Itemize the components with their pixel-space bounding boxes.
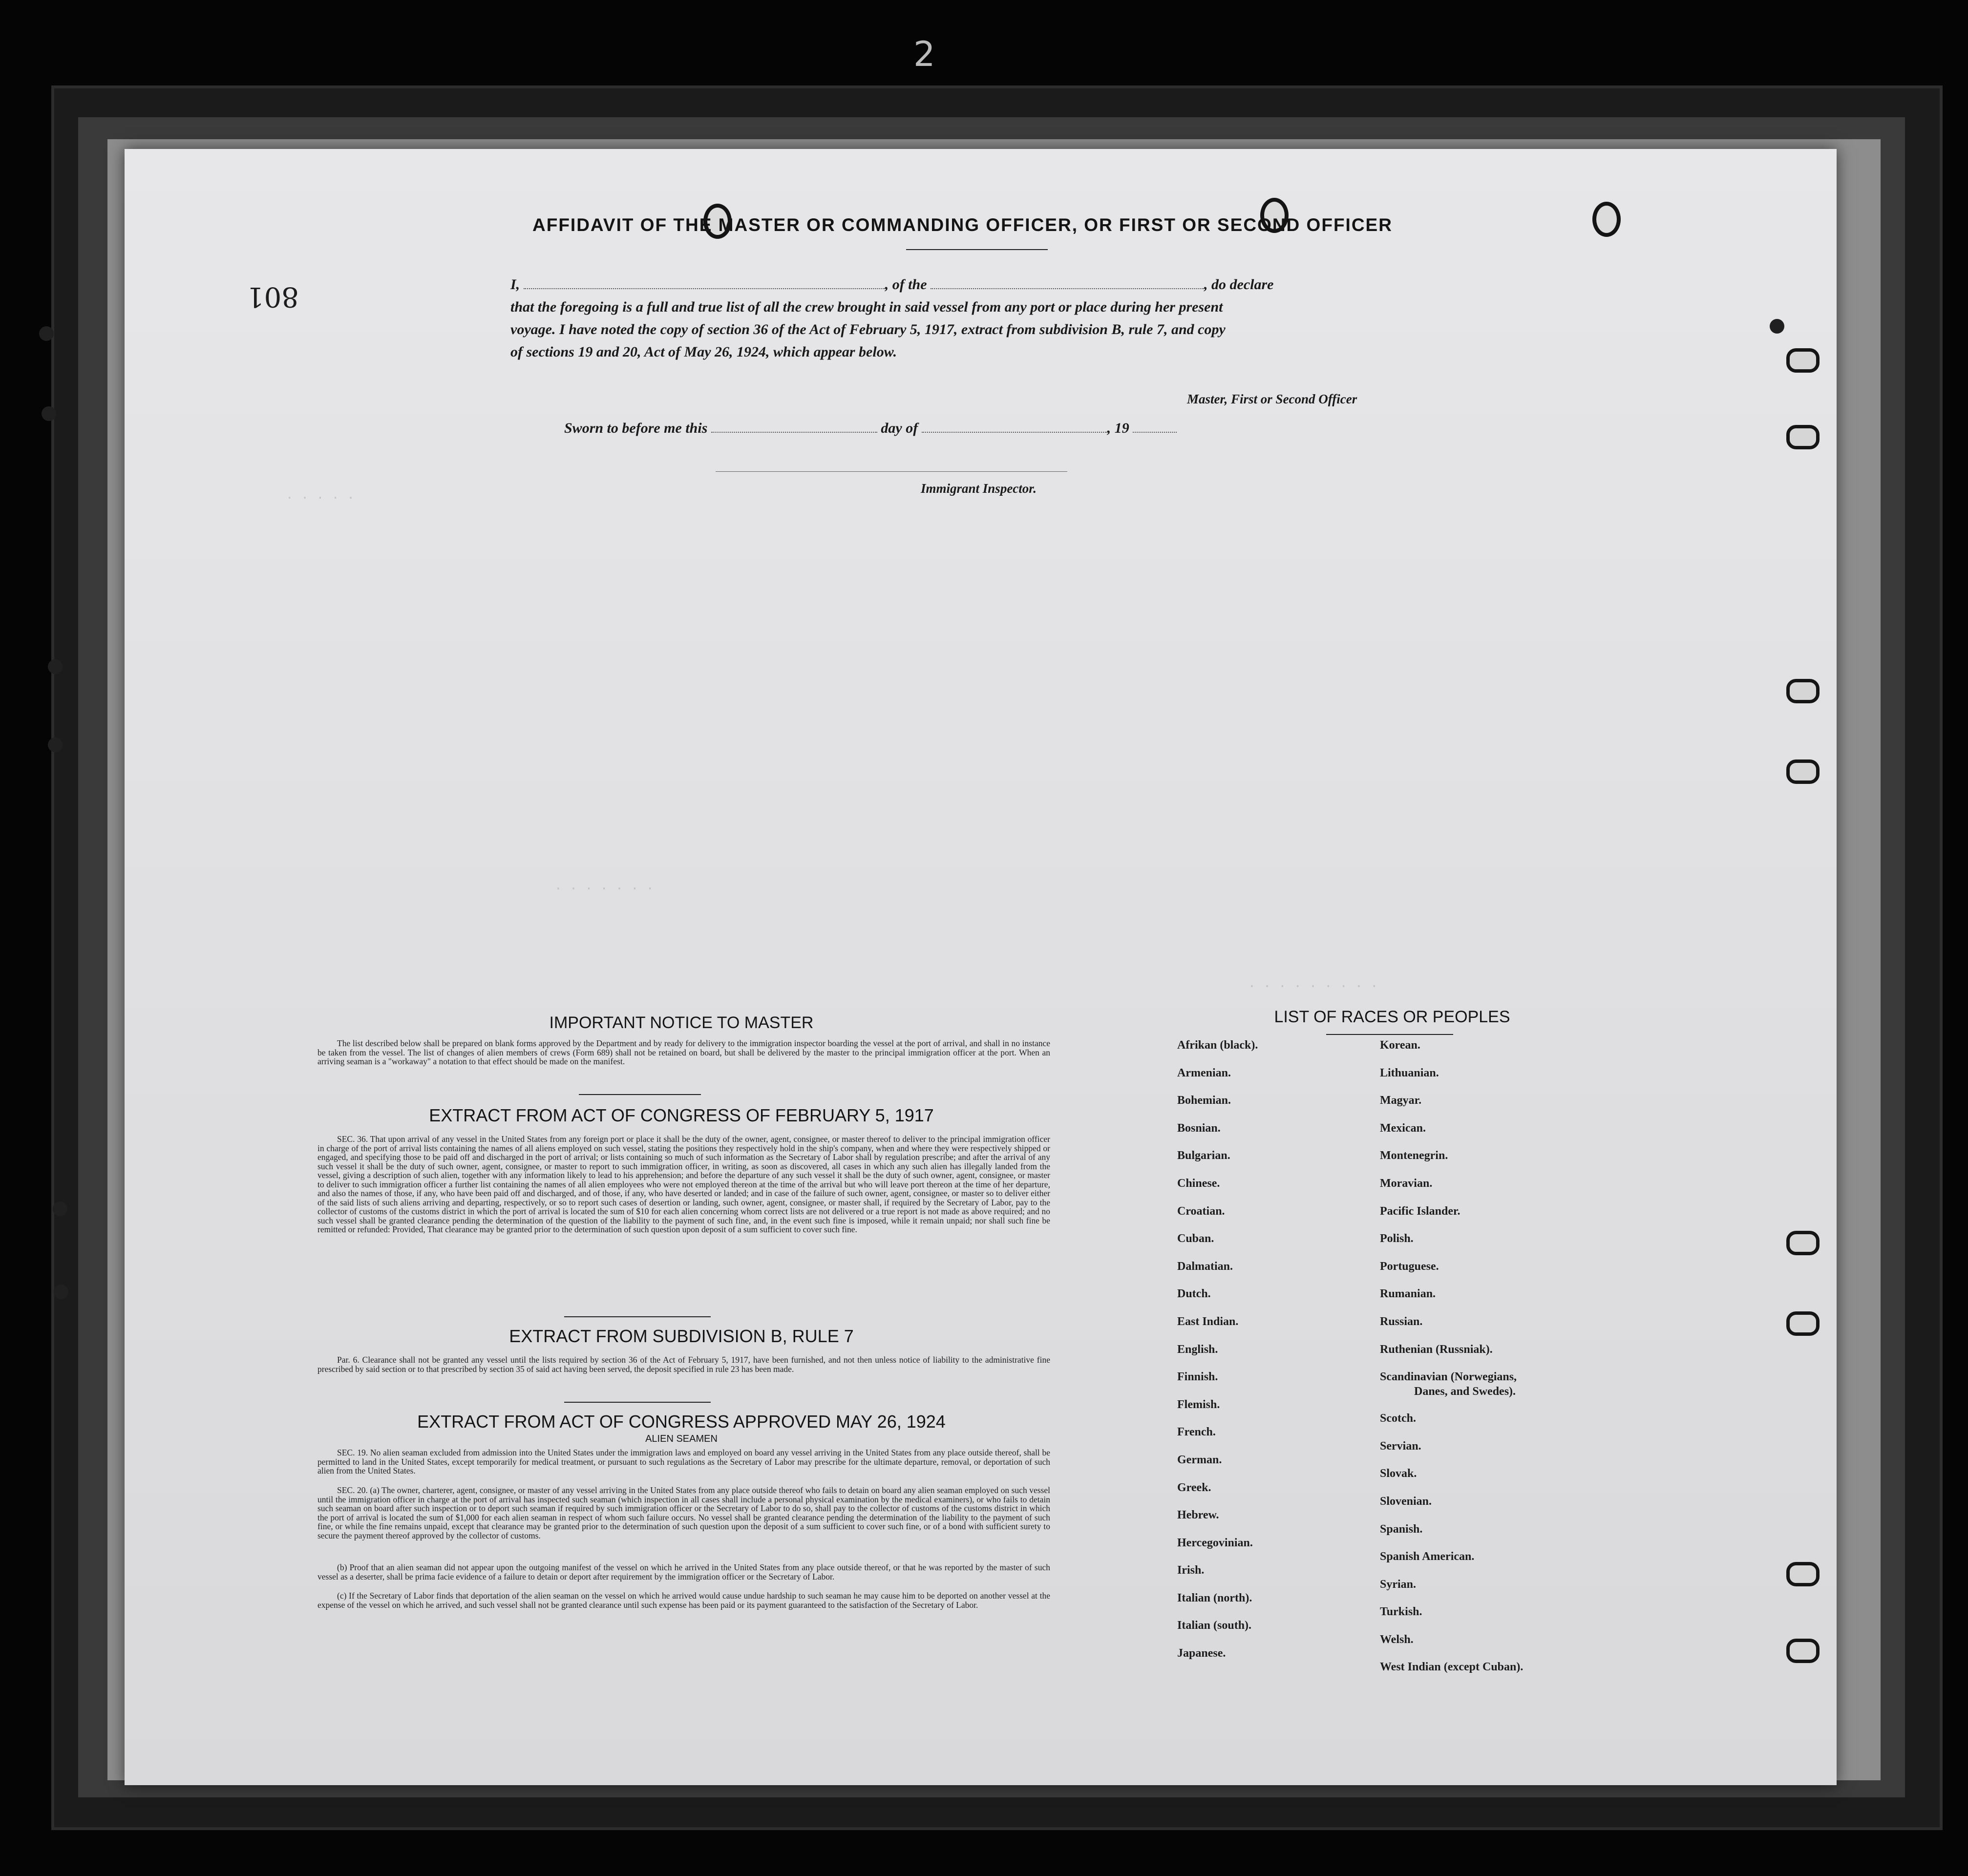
declaration-line-4: of sections 19 and 20, Act of May 26, 1924, which appear below. bbox=[510, 344, 897, 360]
race-item: Cuban. bbox=[1177, 1232, 1214, 1245]
title-underline bbox=[906, 249, 1048, 250]
race-item: Spanish American. bbox=[1380, 1550, 1475, 1563]
race-item: Afrikan (black). bbox=[1177, 1039, 1258, 1052]
binder-hole bbox=[42, 406, 56, 421]
rule-7-text: Par. 6. Clearance shall not be granted any vessel until the lists required by section 36 of the Act of February 5, 1917, have been furnished, and not then unless notice of liability to the administrative fine prescribed by said section or to that prescribed by section 35 of said act having been served, the deposit specified in rule 23 has been made. bbox=[317, 1355, 1050, 1374]
declaration-line-1: I, , of the , do declare bbox=[510, 276, 1274, 293]
race-item: Armenian. bbox=[1177, 1066, 1231, 1079]
act-1924-subtitle: ALIEN SEAMEN bbox=[645, 1433, 718, 1444]
races-right-column bbox=[1380, 1038, 1634, 1687]
race-item: Scotch. bbox=[1380, 1412, 1416, 1425]
master-signature-label: Master, First or Second Officer bbox=[1187, 392, 1357, 406]
binder-clip bbox=[1786, 425, 1820, 449]
race-item: Spanish. bbox=[1380, 1522, 1423, 1536]
declaration-line-3: voyage. I have noted the copy of section 36 of the Act of February 5, 1917, extract from subdivision B, rule 7, and copy bbox=[510, 321, 1226, 337]
act-1924-sec19: SEC. 19. No alien seaman excluded from admission into the United States under the immigration laws and employed on board any vessel arriving in the United States from any place outside thereof, shall be permitted to land in the United States, except temporarily for medical treatment, or pursuant to such regulations as the Secretary of Labor may prescribe for the ultimate departure, removal, or deportation of such alien from the United States. bbox=[317, 1448, 1050, 1476]
binder-clip bbox=[1786, 1311, 1820, 1336]
race-item: Polish. bbox=[1380, 1232, 1414, 1245]
inspector-signature-line bbox=[716, 471, 1067, 472]
race-item: Bosnian. bbox=[1177, 1121, 1221, 1135]
race-item: Korean. bbox=[1380, 1039, 1420, 1052]
race-item: Flemish. bbox=[1177, 1398, 1220, 1411]
divider bbox=[579, 1094, 701, 1095]
race-item: Servian. bbox=[1380, 1439, 1421, 1453]
race-item: Montenegrin. bbox=[1380, 1149, 1448, 1162]
race-item-line: Danes, and Swedes). bbox=[1414, 1385, 1516, 1398]
race-item: Pacific Islander. bbox=[1380, 1204, 1460, 1218]
manifest-page bbox=[125, 149, 1837, 1785]
declaration-line-2: that the foregoing is a full and true list of all the crew brought in said vessel from any port or place during her present bbox=[510, 299, 1223, 315]
race-item: Moravian. bbox=[1380, 1177, 1433, 1190]
race-item: Greek. bbox=[1177, 1481, 1211, 1494]
race-item: Bohemian. bbox=[1177, 1094, 1231, 1107]
divider bbox=[564, 1402, 711, 1403]
binder-clip bbox=[1786, 1639, 1820, 1663]
race-item: Portuguese. bbox=[1380, 1260, 1439, 1273]
race-item bbox=[1380, 1370, 1634, 1411]
binder-clip bbox=[1786, 759, 1820, 784]
races-left-column bbox=[1177, 1038, 1363, 1674]
race-item-line: Scandinavian (Norwegians, bbox=[1380, 1370, 1517, 1384]
race-item: Slovak. bbox=[1380, 1467, 1417, 1480]
race-item: Russian. bbox=[1380, 1315, 1423, 1328]
bleedthrough-text: · · · · · · · bbox=[554, 882, 654, 896]
race-item: Syrian. bbox=[1380, 1578, 1417, 1591]
binder-hole bbox=[48, 738, 63, 752]
race-item: Irish. bbox=[1177, 1564, 1205, 1577]
race-item: Hebrew. bbox=[1177, 1509, 1219, 1522]
notice-title: IMPORTANT NOTICE TO MASTER bbox=[549, 1013, 814, 1032]
act-1917-title: EXTRACT FROM ACT OF CONGRESS OF FEBRUARY 5, 1917 bbox=[429, 1105, 934, 1125]
binder-clip bbox=[1786, 1231, 1820, 1255]
race-item: Magyar. bbox=[1380, 1094, 1422, 1107]
race-item: Bulgarian. bbox=[1177, 1149, 1230, 1162]
race-item: French. bbox=[1177, 1426, 1216, 1439]
divider bbox=[564, 1316, 711, 1317]
race-item: English. bbox=[1177, 1343, 1218, 1356]
binder-hole bbox=[54, 1285, 68, 1299]
act-1917-text: SEC. 36. That upon arrival of any vessel in the United States from any foreign port or place it shall be the duty of the owner, agent, consignee, or master thereof to deliver to the principal immigration officer in charge of the port of arrival lists containing the names of all aliens employed on such vessel, stating the positions they respectively hold in the ship's company, when and where they were respectively shipped or engaged, and specifying those to be paid off and discharged in the port of arrival; or lists containing so much of such information as the Secretary of Labor shall by regulation prescribe; and after the arrival of any such vessel it shall be the duty of such owner, agent, consignee, or master to report to such immigration officer, in writing, as soon as discovered, all cases in which any such alien has illegally landed from the vessel, giving a description of such alien, together with any information likely to lead to his apprehension; and before the departure of any such vessel it shall be the duty of such owner, agent, consignee, or master to deliver to such immigration officer a further list containing the names of all alien employees who were not employed thereon at the time of the arrival but who will leave port thereon at the time of her departure, and also the names of those, if any, who have been paid off and discharged, and of those, if any, who have deserted or landed; and in case of the failure of such owner, agent, consignee, or master so to deliver either of the said lists of such aliens arriving and departing, respectively, or so to report such cases of desertion or landing, such owner, agent, consignee, or master shall, if required by the Secretary of Labor, pay to the collector of customs of the customs district in which the port of arrival is located the sum of $10 for each alien concerning whom correct lists are not delivered or a true report is not made as above required; and no such vessel shall be granted clearance pending the determination of the question of the liability to the payment of such fine, and, in the event such fine is imposed, while it remain unpaid; nor shall such fine be remitted or refunded: Provided, That clearance may be granted prior to the determination of such question upon deposit of a sum sufficient to cover such fine. bbox=[317, 1134, 1050, 1234]
sworn-line: Sworn to before me this day of , 19 bbox=[564, 420, 1177, 437]
race-item: Italian (north). bbox=[1177, 1591, 1252, 1604]
race-item: Finnish. bbox=[1177, 1370, 1218, 1384]
act-1924-sec20b: (b) Proof that an alien seaman did not appear upon the outgoing manifest of the vessel on which he arrived in the United States from any place outside thereof, or that he was reported by the master of such vessel as a deserter, shall be prima facie evidence of a failure to detain or deport after requirement by the immigration officer or the Secretary of Labor. bbox=[317, 1562, 1050, 1581]
bleedthrough-text: · · · · · bbox=[286, 491, 355, 506]
races-title: LIST OF RACES OR PEOPLES bbox=[1274, 1008, 1510, 1026]
binder-hole bbox=[39, 326, 54, 341]
race-item: Slovenian. bbox=[1380, 1495, 1432, 1508]
race-item: Mexican. bbox=[1380, 1121, 1426, 1135]
race-item: Italian (south). bbox=[1177, 1619, 1252, 1632]
race-item: German. bbox=[1177, 1453, 1222, 1466]
races-title-underline bbox=[1326, 1034, 1453, 1035]
affidavit-title: AFFIDAVIT OF THE MASTER OR COMMANDING OFFICER, OR FIRST OR SECOND OFFICER bbox=[532, 215, 1393, 235]
race-item: Hercegovinian. bbox=[1177, 1536, 1253, 1549]
act-1924-sec20a: SEC. 20. (a) The owner, charterer, agent, consignee, or master of any vessel arriving in the United States from any place outside thereof who fails to detain on board any alien seaman employed on such vessel until the immigration officer in charge at the port of arrival has inspected such seaman (which inspection in all cases shall include a personal physical examination by the medical examiners), or who fails to detain such seaman on board after such inspection or to deport such seaman if required by such immigration officer or the Secretary of Labor to do so, shall pay to the collector of customs of the customs district in which the port of arrival is located the sum of $1,000 for each alien seaman in respect of whom such failure occurs. No vessel shall be granted clearance pending the determination of the liability to the payment of such fine, or while the fine remains unpaid, except that clearance may be granted prior to the determination of such question upon the deposit of a sum sufficient to cover such fine, or of a bond with sufficient surety to secure the payment thereof approved by the collector of customs. bbox=[317, 1485, 1050, 1540]
rule-7-title: EXTRACT FROM SUBDIVISION B, RULE 7 bbox=[509, 1326, 854, 1346]
handwritten-page-number: 801 bbox=[247, 281, 299, 313]
race-item: Chinese. bbox=[1177, 1177, 1220, 1190]
race-item: Ruthenian (Russniak). bbox=[1380, 1343, 1493, 1356]
race-item: Turkish. bbox=[1380, 1605, 1422, 1619]
race-item: Rumanian. bbox=[1380, 1287, 1436, 1301]
act-1924-title: EXTRACT FROM ACT OF CONGRESS APPROVED MAY 26, 1924 bbox=[417, 1412, 946, 1432]
race-item: West Indian (except Cuban). bbox=[1380, 1661, 1524, 1674]
punch-hole bbox=[1592, 202, 1621, 237]
binder-clip bbox=[1786, 348, 1820, 373]
binder-hole bbox=[1770, 319, 1784, 334]
binder-clip bbox=[1786, 1562, 1820, 1586]
race-item: Dalmatian. bbox=[1177, 1260, 1233, 1273]
binder-clip bbox=[1786, 679, 1820, 703]
binder-hole bbox=[53, 1201, 67, 1216]
act-1924-sec20c: (c) If the Secretary of Labor finds that deportation of the alien seaman on the vessel on which he arrived would cause undue hardship to such seaman he may cause him to be deported on another vessel at the expense of the vessel on which he arrived, and such vessel shall not be granted clearance until such expense has been paid or its payment guaranteed to the satisfaction of the Secretary of Labor. bbox=[317, 1591, 1050, 1610]
binder-hole bbox=[48, 659, 63, 674]
race-item: Dutch. bbox=[1177, 1287, 1211, 1301]
bleedthrough-text: · · · · · · · · · bbox=[1248, 979, 1378, 994]
page-mark: 2 bbox=[913, 34, 935, 74]
race-item: Croatian. bbox=[1177, 1204, 1225, 1218]
race-item: Lithuanian. bbox=[1380, 1066, 1439, 1079]
notice-text: The list described below shall be prepared on blank forms approved by the Department and by ready for delivery to the immigration inspector boarding the vessel at the port of arrival, and shall in no instance be taken from the vessel. The list of changes of alien members of crews (Form 689) shall not be retained on board, but shall be delivered by the master to the principal immigration officer at the port. When an arriving seaman is a "workaway" a notation to that effect should be made on the manifest. bbox=[317, 1038, 1050, 1066]
race-item: Welsh. bbox=[1380, 1633, 1414, 1646]
race-item: Japanese. bbox=[1177, 1647, 1226, 1660]
inspector-label: Immigrant Inspector. bbox=[921, 481, 1037, 496]
race-item: East Indian. bbox=[1177, 1315, 1239, 1328]
